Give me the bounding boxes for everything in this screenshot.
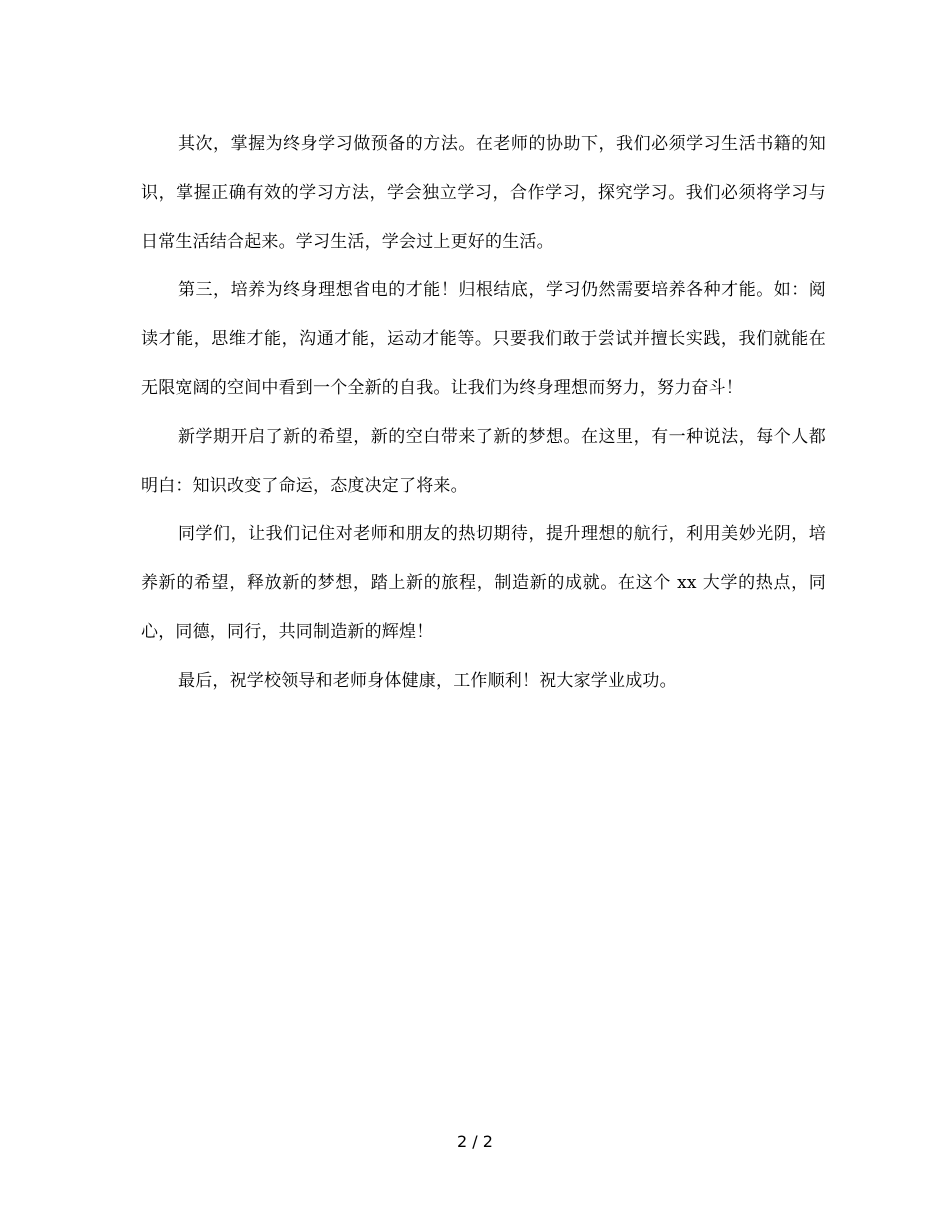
page-number: 2 / 2 xyxy=(457,1132,493,1151)
paragraph-1: 其次，掌握为终身学习做预备的方法。在老师的协助下，我们必须学习生活书籍的知识，掌握正确有效的学习方法，学会独立学习，合作学习，探究学习。我们必须将学习与日常生活结合起来。学习生活，学会过上更好的生活。 xyxy=(141,134,826,252)
document-body xyxy=(141,120,826,706)
paragraph-2: 第三，培养为终身理想省电的才能！归根结底，学习仍然需要培养各种才能。如：阅读才能，思维才能，沟通才能，运动才能等。只要我们敢于尝试并擅长实践，我们就能在无限宽阔的空间中看到一个全新的自我。让我们为终身理想而努力，努力奋斗！ xyxy=(141,280,826,398)
paragraph-3: 新学期开启了新的希望，新的空白带来了新的梦想。在这里，有一种说法，每个人都明白：知识改变了命运，态度决定了将来。 xyxy=(141,426,826,496)
paragraph-4: 同学们，让我们记住对老师和朋友的热切期待，提升理想的航行，利用美妙光阴，培养新的希望，释放新的梦想，踏上新的旅程，制造新的成就。在这个 xx 大学的热点，同心，同德，同行，共同制造新的辉煌！ xyxy=(141,524,826,642)
paragraph-5: 最后，祝学校领导和老师身体健康，工作顺利！祝大家学业成功。 xyxy=(178,670,677,691)
